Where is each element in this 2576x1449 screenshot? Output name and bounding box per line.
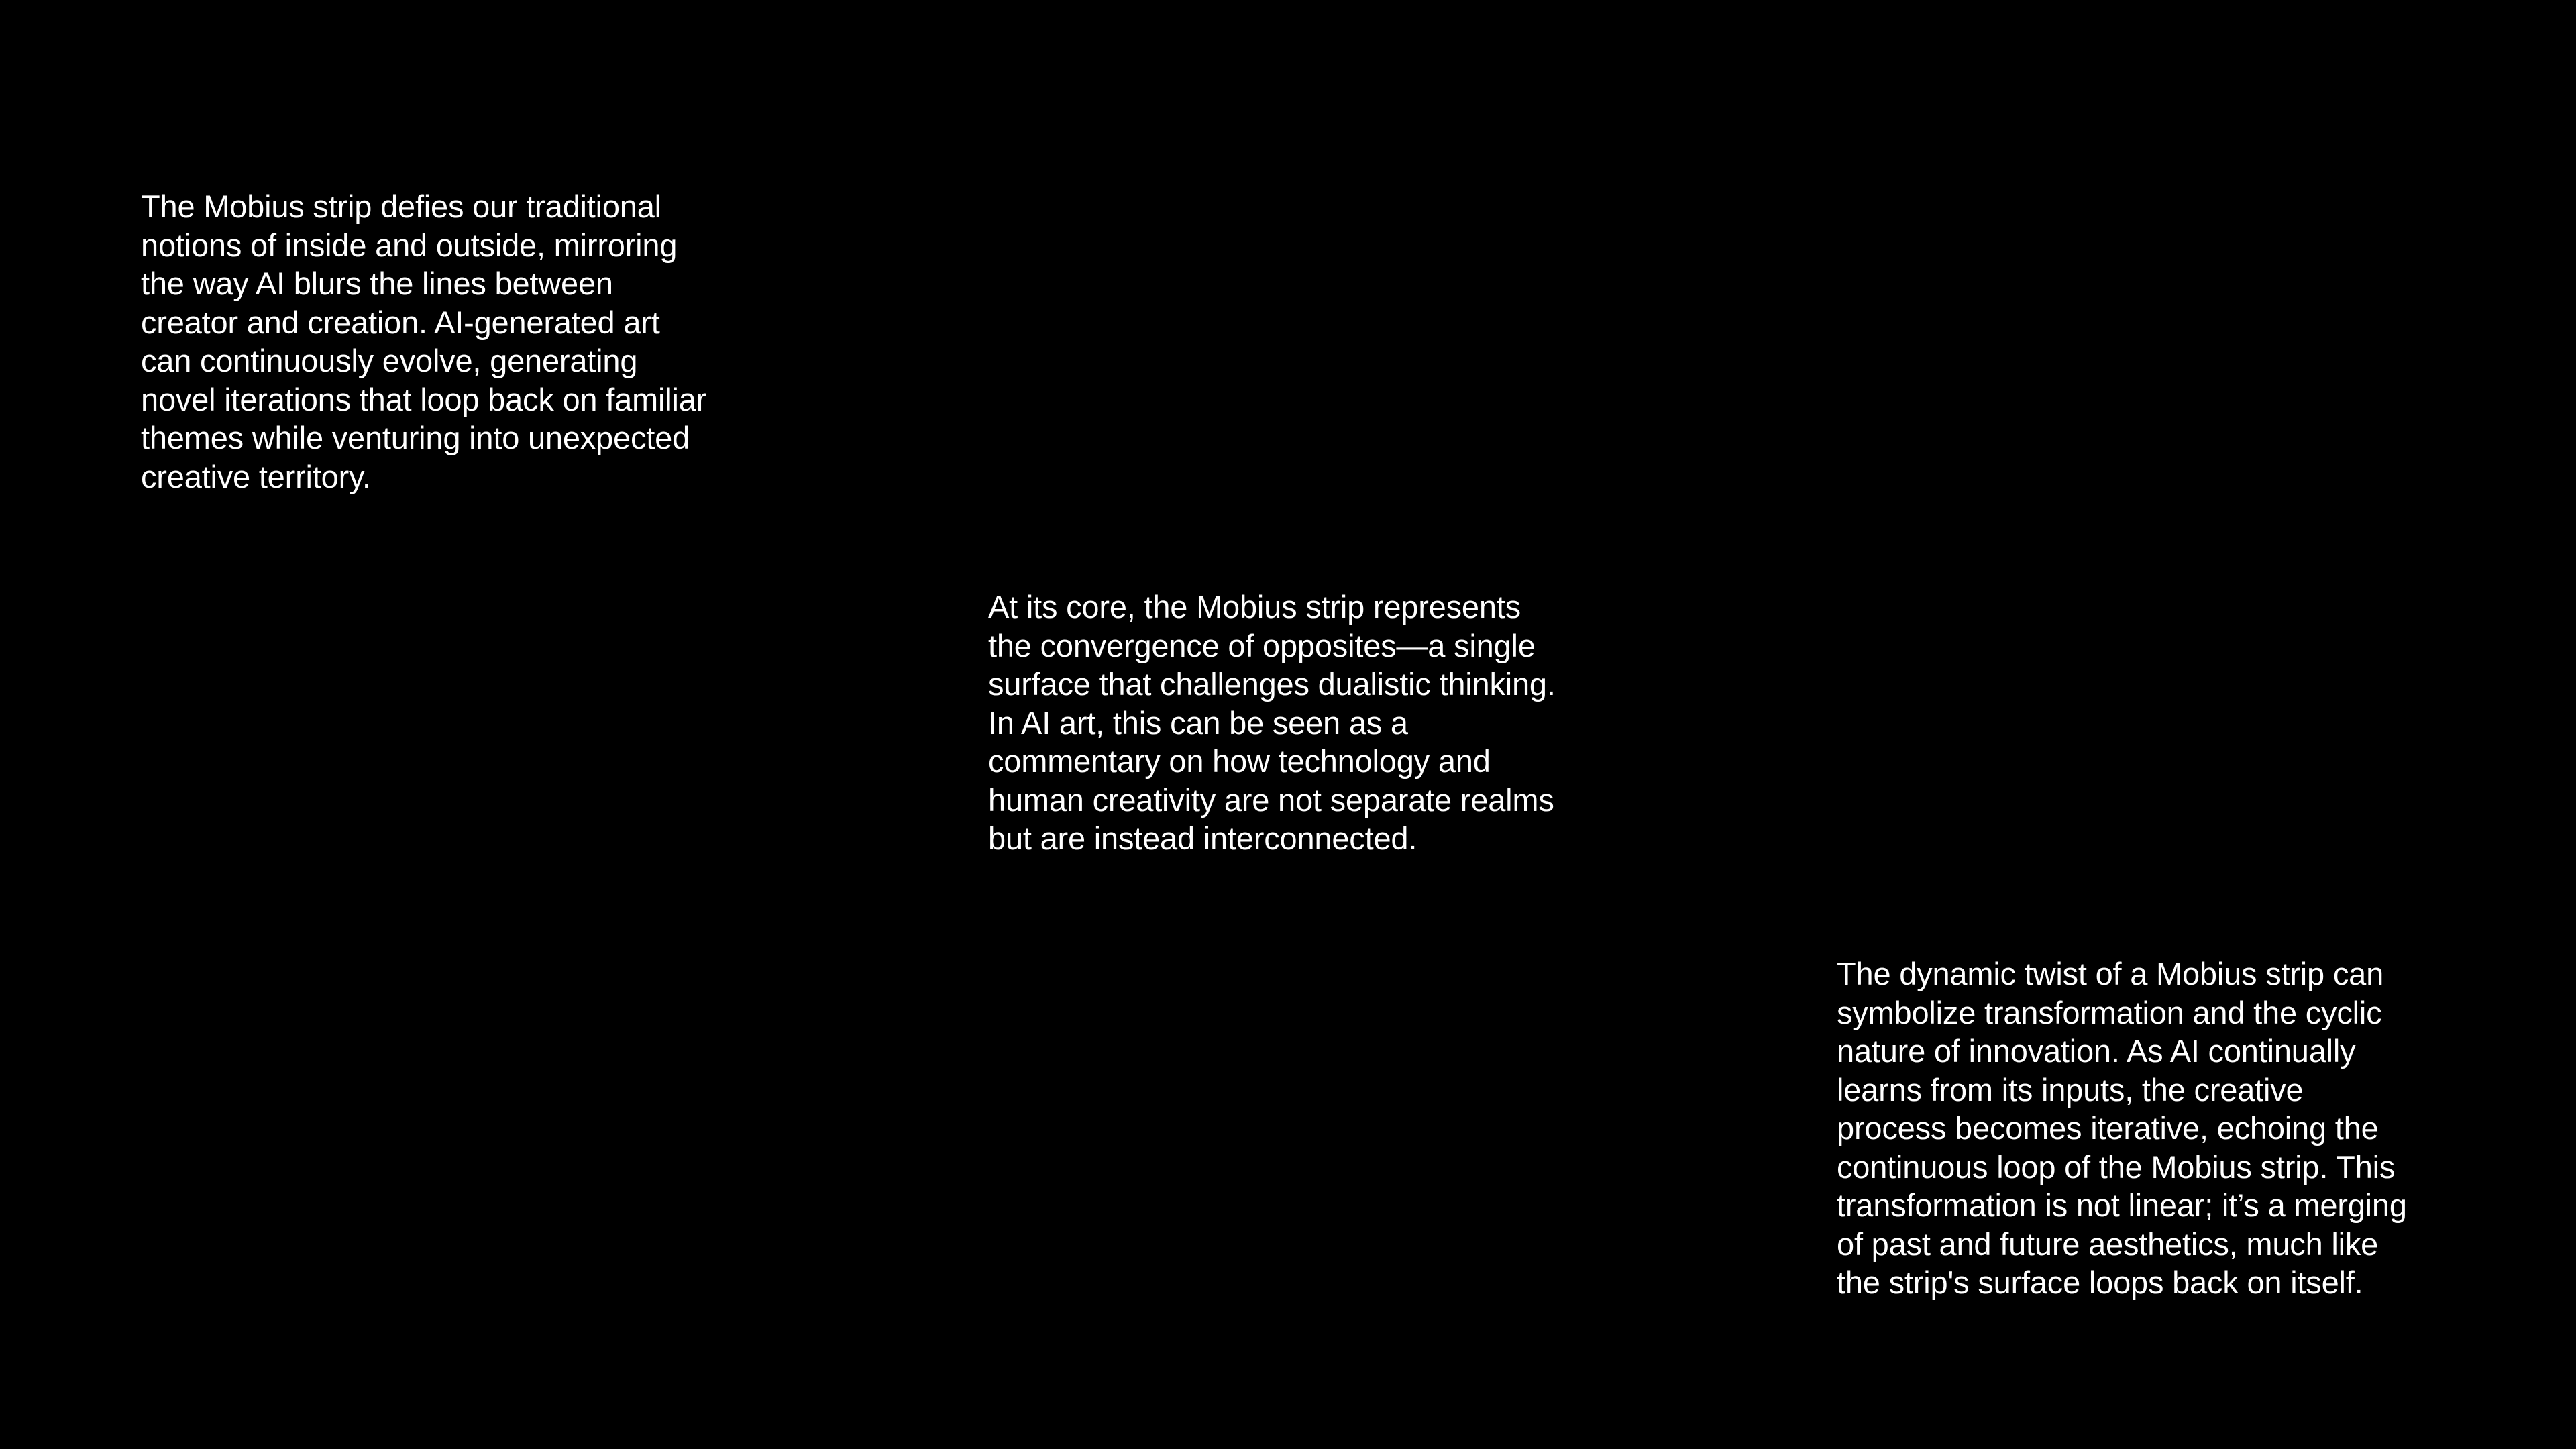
paragraph-line: symbolize transformation and the cyclic (1837, 994, 2382, 1030)
paragraph-line: the strip's surface loops back on itself. (1837, 1265, 2363, 1300)
paragraph-convergence (988, 588, 1592, 858)
paragraph-line: continuous loop of the Mobius strip. This (1837, 1148, 2396, 1185)
paragraph-line: but are instead interconnected. (988, 820, 1417, 856)
paragraph-line: nature of innovation. As AI continually (1837, 1033, 2356, 1069)
paragraph-line: At its core, the Mobius strip represents (988, 589, 1521, 625)
paragraph-line: process becomes iterative, echoing the (1837, 1110, 2379, 1146)
paragraph-line: of past and future aesthetics, much like (1837, 1226, 2379, 1262)
paragraph-line: can continuously evolve, generating (141, 343, 638, 378)
paragraph-line: The Mobius strip defies our traditional (141, 189, 661, 224)
paragraph-line: themes while venturing into unexpected (141, 420, 690, 455)
paragraph-line: the convergence of opposites—a single (988, 627, 1536, 663)
paragraph-line: notions of inside and outside, mirroring (141, 227, 678, 263)
paragraph-line: learns from its inputs, the creative (1837, 1071, 2304, 1108)
paragraph-line: novel iterations that loop back on familiar (141, 381, 707, 417)
paragraph-line: the way AI blurs the lines between (141, 266, 613, 301)
paragraph-line: transformation is not linear; it’s a merging (1837, 1187, 2407, 1223)
paragraph-transformation (1837, 955, 2440, 1302)
paragraph-line: creator and creation. AI-generated art (141, 304, 660, 340)
paragraph-inside-outside (141, 187, 745, 496)
paragraph-line: The dynamic twist of a Mobius strip can (1837, 956, 2384, 991)
paragraph-line: surface that challenges dualistic thinking. (988, 666, 1556, 702)
paragraph-line: In AI art, this can be seen as a (988, 704, 1408, 741)
paragraph-line: commentary on how technology and (988, 743, 1491, 779)
paragraph-line: creative territory. (141, 458, 371, 494)
paragraph-line: human creativity are not separate realms (988, 782, 1554, 818)
